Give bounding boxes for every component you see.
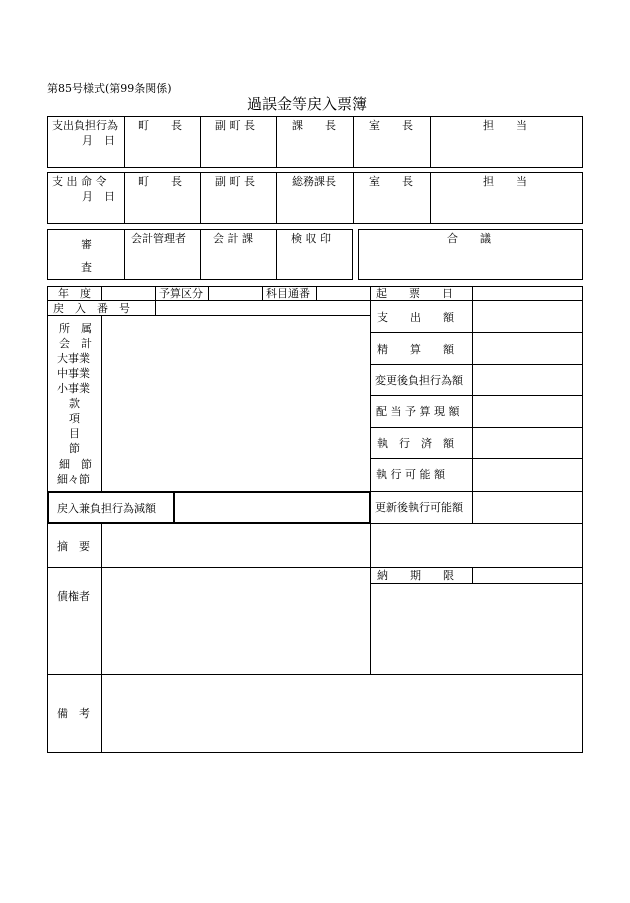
row1-col-shitsucho: 室 長	[369, 119, 413, 132]
audit-col-kaikei-kanrisha: 会計管理者	[131, 232, 186, 245]
form-number: 第85号様式(第99条関係)	[47, 82, 172, 95]
modoshi-bango-label: 戻 入 番 号	[53, 302, 130, 315]
row1-label: 支出負担行為	[52, 119, 118, 132]
audit-col-kenshuin: 検 収 印	[291, 232, 331, 245]
biko-label: 備 考	[57, 707, 90, 720]
saikensha-label: 債権者	[57, 590, 90, 603]
nounyu-kigen-label: 納 期 限	[377, 569, 454, 582]
label-setsu: 節	[69, 442, 80, 455]
consultation-label: 合 議	[447, 232, 491, 245]
label-chu-jigyo: 中事業	[57, 367, 90, 380]
row1-col-fukuchocho: 副 町 長	[215, 119, 255, 132]
label-kaikei: 会 計	[59, 337, 92, 350]
kamoku-tsuban-label: 科目通番	[266, 287, 310, 300]
label-saisetsu: 細 節	[59, 458, 92, 471]
shishutsu-gaku-label: 支 出 額	[377, 311, 454, 324]
yosan-kubun-label: 予算区分	[159, 287, 203, 300]
audit-col-kaikeika: 会 計 課	[213, 232, 253, 245]
nendo-label: 年 度	[58, 287, 91, 300]
label-sho-jigyo: 小事業	[57, 382, 90, 395]
audit-label-1: 審	[81, 238, 92, 251]
seisan-gaku-label: 精 算 額	[377, 343, 454, 356]
row2-col-tanto: 担 当	[483, 175, 527, 188]
koshin-shikko-label: 更新後執行可能額	[375, 501, 463, 514]
audit-label-2: 査	[81, 261, 92, 274]
label-moku: 目	[69, 427, 80, 440]
tekiyo-label: 摘 要	[57, 540, 90, 553]
label-dai-jigyo: 大事業	[57, 352, 90, 365]
kenfutan-label: 戻入兼負担行為減額	[57, 502, 156, 515]
label-kan: 款	[69, 397, 80, 410]
page-title: 過誤金等戻入票簿	[247, 95, 368, 113]
row2-col-shitsucho: 室 長	[369, 175, 413, 188]
row2-col-somukacho: 総務課長	[292, 175, 336, 188]
label-ko: 項	[69, 412, 80, 425]
row1-col-tanto: 担 当	[483, 119, 527, 132]
label-saisaisetsu: 細々節	[57, 473, 90, 486]
row1-date-label: 月 日	[82, 134, 115, 147]
row2-date-label: 月 日	[82, 190, 115, 203]
row2-col-fukuchocho: 副 町 長	[215, 175, 255, 188]
henko-futan-label: 変更後負担行為額	[375, 374, 463, 387]
kihyo-bi-label: 起 票 日	[376, 287, 453, 300]
shikko-zumi-label: 執 行 済 額	[377, 437, 454, 450]
row1-col-chocho: 町 長	[138, 119, 182, 132]
row2-col-chocho: 町 長	[138, 175, 182, 188]
row1-col-kacho: 課 長	[292, 119, 336, 132]
row2-label: 支 出 命 令	[52, 175, 107, 188]
shikko-kano-label: 執 行 可 能 額	[376, 468, 445, 481]
label-shozoku: 所 属	[59, 322, 92, 335]
haito-yosan-label: 配 当 予 算 現 額	[376, 405, 460, 418]
